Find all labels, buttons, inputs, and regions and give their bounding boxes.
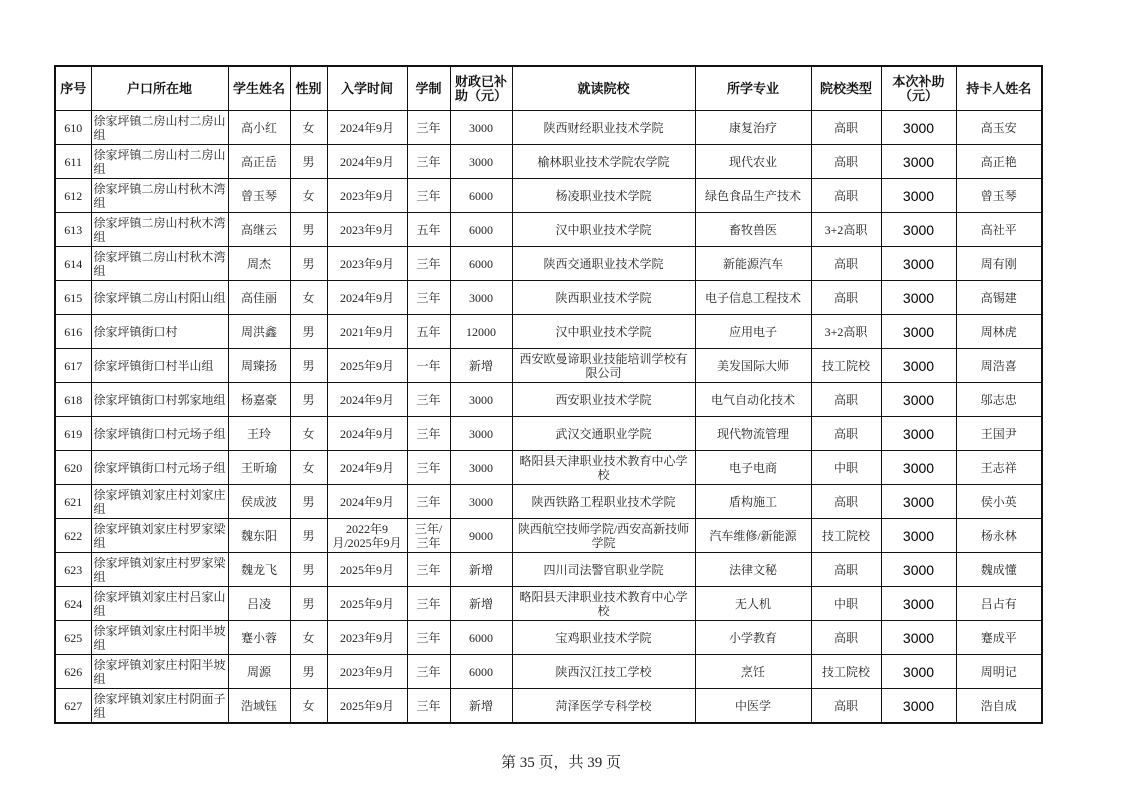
cell-enroll-date: 2025年9月 [327,587,407,621]
cell-major: 法律文秘 [695,553,811,587]
cell-school-type: 中职 [811,451,881,485]
cell-school: 陕西财经职业技术学院 [512,111,695,145]
cell-current-subsidy: 3000 [881,179,956,213]
cell-student-name: 王玲 [228,417,290,451]
cell-school-type: 高职 [811,247,881,281]
subsidy-table [54,65,1043,724]
table-row [55,281,1042,315]
cell-student-name: 吕凌 [228,587,290,621]
cell-seq: 622 [55,519,91,553]
cell-cardholder-name: 杨永林 [956,519,1042,553]
cell-cardholder-name: 周浩喜 [956,349,1042,383]
cell-hukou-location: 徐家坪镇刘家庄村阳半坡组 [91,621,228,655]
cell-current-subsidy: 3000 [881,621,956,655]
cell-paid-subsidy: 3000 [450,485,512,519]
cell-duration: 三年 [407,451,450,485]
cell-school-type: 高职 [811,145,881,179]
cell-student-name: 魏东阳 [228,519,290,553]
cell-school: 略阳县天津职业技术教育中心学校 [512,451,695,485]
cell-hukou-location: 徐家坪镇街口村半山组 [91,349,228,383]
cell-seq: 623 [55,553,91,587]
table-body [55,111,1042,724]
cell-hukou-location: 徐家坪镇刘家庄村吕家山组 [91,587,228,621]
cell-student-name: 蹇小蓉 [228,621,290,655]
cell-student-name: 高正岳 [228,145,290,179]
table-row [55,451,1042,485]
cell-cardholder-name: 王国尹 [956,417,1042,451]
cell-gender: 男 [290,383,327,417]
header-school-type: 院校类型 [811,66,881,111]
cell-student-name: 周源 [228,655,290,689]
cell-current-subsidy: 3000 [881,213,956,247]
cell-duration: 三年 [407,247,450,281]
cell-major: 美发国际大师 [695,349,811,383]
cell-duration: 三年 [407,621,450,655]
cell-enroll-date: 2021年9月 [327,315,407,349]
cell-gender: 男 [290,145,327,179]
cell-hukou-location: 徐家坪镇二房山村二房山组 [91,111,228,145]
cell-major: 无人机 [695,587,811,621]
cell-cardholder-name: 邬志忠 [956,383,1042,417]
cell-paid-subsidy: 新增 [450,553,512,587]
cell-gender: 男 [290,213,327,247]
cell-cardholder-name: 侯小英 [956,485,1042,519]
cell-paid-subsidy: 3000 [450,145,512,179]
cell-seq: 613 [55,213,91,247]
cell-current-subsidy: 3000 [881,281,956,315]
cell-cardholder-name: 蹇成平 [956,621,1042,655]
cell-student-name: 周洪鑫 [228,315,290,349]
cell-school: 西安职业技术学院 [512,383,695,417]
table-row [55,179,1042,213]
cell-major: 小学教育 [695,621,811,655]
cell-duration: 三年 [407,417,450,451]
table-row [55,315,1042,349]
cell-seq: 614 [55,247,91,281]
cell-current-subsidy: 3000 [881,485,956,519]
table-row [55,553,1042,587]
cell-paid-subsidy: 6000 [450,621,512,655]
cell-cardholder-name: 高正艳 [956,145,1042,179]
cell-school-type: 高职 [811,485,881,519]
cell-paid-subsidy: 3000 [450,451,512,485]
header-row [55,66,1042,111]
cell-school-type: 高职 [811,111,881,145]
header-current-subsidy: 本次补助（元） [881,66,956,111]
cell-duration: 三年 [407,383,450,417]
cell-cardholder-name: 高锡建 [956,281,1042,315]
cell-paid-subsidy: 6000 [450,213,512,247]
cell-school: 汉中职业技术学院 [512,213,695,247]
cell-major: 应用电子 [695,315,811,349]
table-row [55,519,1042,553]
cell-gender: 男 [290,519,327,553]
cell-gender: 女 [290,689,327,724]
cell-hukou-location: 徐家坪镇刘家庄村罗家梁组 [91,553,228,587]
cell-major: 现代物流管理 [695,417,811,451]
cell-school: 略阳县天津职业技术教育中心学校 [512,587,695,621]
cell-gender: 男 [290,247,327,281]
table-row [55,145,1042,179]
cell-gender: 女 [290,417,327,451]
cell-paid-subsidy: 3000 [450,281,512,315]
header-seq: 序号 [55,66,91,111]
cell-hukou-location: 徐家坪镇二房山村秋木湾组 [91,179,228,213]
cell-school: 陕西汉江技工学校 [512,655,695,689]
cell-hukou-location: 徐家坪镇刘家庄村阳半坡组 [91,655,228,689]
cell-gender: 男 [290,485,327,519]
cell-hukou-location: 徐家坪镇街口村元场子组 [91,451,228,485]
cell-student-name: 周杰 [228,247,290,281]
cell-seq: 621 [55,485,91,519]
cell-major: 电气自动化技术 [695,383,811,417]
cell-duration: 三年 [407,587,450,621]
cell-school-type: 高职 [811,417,881,451]
cell-paid-subsidy: 新增 [450,587,512,621]
cell-student-name: 浩域钰 [228,689,290,724]
cell-enroll-date: 2025年9月 [327,553,407,587]
cell-school-type: 技工院校 [811,655,881,689]
cell-duration: 一年 [407,349,450,383]
cell-hukou-location: 徐家坪镇二房山村二房山组 [91,145,228,179]
cell-duration: 三年 [407,111,450,145]
cell-enroll-date: 2025年9月 [327,349,407,383]
cell-current-subsidy: 3000 [881,247,956,281]
cell-school-type: 高职 [811,553,881,587]
cell-seq: 626 [55,655,91,689]
cell-paid-subsidy: 3000 [450,417,512,451]
cell-seq: 617 [55,349,91,383]
cell-gender: 男 [290,553,327,587]
table-row [55,485,1042,519]
cell-hukou-location: 徐家坪镇二房山村秋木湾组 [91,247,228,281]
cell-cardholder-name: 高玉安 [956,111,1042,145]
table-row [55,655,1042,689]
header-student-name: 学生姓名 [228,66,290,111]
cell-enroll-date: 2025年9月 [327,689,407,724]
cell-hukou-location: 徐家坪镇刘家庄村阴面子组 [91,689,228,724]
cell-hukou-location: 徐家坪镇刘家庄村罗家梁组 [91,519,228,553]
cell-duration: 五年 [407,213,450,247]
cell-major: 烹饪 [695,655,811,689]
cell-enroll-date: 2024年9月 [327,417,407,451]
cell-gender: 男 [290,349,327,383]
cell-school-type: 高职 [811,383,881,417]
header-duration: 学制 [407,66,450,111]
cell-student-name: 高继云 [228,213,290,247]
cell-school-type: 技工院校 [811,349,881,383]
header-cardholder-name: 持卡人姓名 [956,66,1042,111]
cell-paid-subsidy: 6000 [450,179,512,213]
cell-duration: 三年/三年 [407,519,450,553]
cell-school: 陕西交通职业技术学院 [512,247,695,281]
cell-paid-subsidy: 新增 [450,349,512,383]
cell-school: 陕西航空技师学院/西安高新技师学院 [512,519,695,553]
cell-seq: 615 [55,281,91,315]
cell-school-type: 高职 [811,179,881,213]
cell-major: 电子信息工程技术 [695,281,811,315]
page-footer: 第 35 页，共 39 页 [500,755,621,771]
cell-seq: 627 [55,689,91,724]
cell-major: 汽车维修/新能源 [695,519,811,553]
cell-school: 杨凌职业技术学院 [512,179,695,213]
cell-school: 陕西铁路工程职业技术学院 [512,485,695,519]
cell-paid-subsidy: 12000 [450,315,512,349]
cell-duration: 五年 [407,315,450,349]
cell-major: 康复治疗 [695,111,811,145]
cell-seq: 616 [55,315,91,349]
cell-major: 盾构施工 [695,485,811,519]
cell-paid-subsidy: 新增 [450,689,512,724]
cell-enroll-date: 2024年9月 [327,451,407,485]
cell-seq: 619 [55,417,91,451]
cell-enroll-date: 2024年9月 [327,145,407,179]
cell-duration: 三年 [407,655,450,689]
cell-school: 武汉交通职业学院 [512,417,695,451]
cell-cardholder-name: 周明记 [956,655,1042,689]
cell-school: 西安欧曼谛职业技能培训学校有限公司 [512,349,695,383]
cell-current-subsidy: 3000 [881,689,956,724]
cell-current-subsidy: 3000 [881,519,956,553]
cell-student-name: 杨嘉豪 [228,383,290,417]
table-row [55,111,1042,145]
cell-school-type: 中职 [811,587,881,621]
cell-student-name: 高小红 [228,111,290,145]
cell-school-type: 3+2高职 [811,213,881,247]
cell-major: 新能源汽车 [695,247,811,281]
cell-hukou-location: 徐家坪镇二房山村秋木湾组 [91,213,228,247]
cell-enroll-date: 2022年9月/2025年9月 [327,519,407,553]
cell-enroll-date: 2023年9月 [327,179,407,213]
cell-paid-subsidy: 6000 [450,655,512,689]
cell-student-name: 王昕瑜 [228,451,290,485]
cell-enroll-date: 2023年9月 [327,655,407,689]
cell-seq: 620 [55,451,91,485]
cell-school-type: 高职 [811,621,881,655]
cell-paid-subsidy: 9000 [450,519,512,553]
cell-school-type: 3+2高职 [811,315,881,349]
table-row [55,213,1042,247]
cell-enroll-date: 2024年9月 [327,111,407,145]
cell-paid-subsidy: 3000 [450,383,512,417]
cell-school: 四川司法警官职业学院 [512,553,695,587]
cell-current-subsidy: 3000 [881,417,956,451]
cell-cardholder-name: 浩自成 [956,689,1042,724]
cell-gender: 女 [290,621,327,655]
cell-gender: 男 [290,655,327,689]
cell-enroll-date: 2024年9月 [327,383,407,417]
cell-student-name: 侯成波 [228,485,290,519]
cell-seq: 611 [55,145,91,179]
cell-gender: 男 [290,315,327,349]
cell-school: 榆林职业技术学院农学院 [512,145,695,179]
cell-enroll-date: 2023年9月 [327,621,407,655]
header-major: 所学专业 [695,66,811,111]
cell-cardholder-name: 曾玉琴 [956,179,1042,213]
cell-duration: 三年 [407,553,450,587]
cell-seq: 612 [55,179,91,213]
cell-cardholder-name: 周有刚 [956,247,1042,281]
cell-current-subsidy: 3000 [881,553,956,587]
cell-hukou-location: 徐家坪镇二房山村阳山组 [91,281,228,315]
cell-hukou-location: 徐家坪镇刘家庄村刘家庄组 [91,485,228,519]
cell-cardholder-name: 王志祥 [956,451,1042,485]
cell-duration: 三年 [407,485,450,519]
cell-seq: 624 [55,587,91,621]
cell-enroll-date: 2023年9月 [327,247,407,281]
cell-major: 中医学 [695,689,811,724]
cell-cardholder-name: 周林虎 [956,315,1042,349]
cell-current-subsidy: 3000 [881,145,956,179]
table-row [55,621,1042,655]
cell-enroll-date: 2024年9月 [327,485,407,519]
cell-gender: 女 [290,281,327,315]
table-row [55,383,1042,417]
cell-cardholder-name: 高社平 [956,213,1042,247]
table-row [55,417,1042,451]
cell-gender: 女 [290,179,327,213]
cell-current-subsidy: 3000 [881,587,956,621]
header-enroll-date: 入学时间 [327,66,407,111]
cell-hukou-location: 徐家坪镇街口村元场子组 [91,417,228,451]
cell-school: 宝鸡职业技术学院 [512,621,695,655]
cell-student-name: 曾玉琴 [228,179,290,213]
cell-current-subsidy: 3000 [881,655,956,689]
cell-cardholder-name: 吕占有 [956,587,1042,621]
table-row [55,689,1042,724]
cell-school-type: 高职 [811,689,881,724]
header-gender: 性别 [290,66,327,111]
cell-major: 现代农业 [695,145,811,179]
cell-hukou-location: 徐家坪镇街口村 [91,315,228,349]
cell-student-name: 周臻扬 [228,349,290,383]
cell-major: 电子电商 [695,451,811,485]
cell-cardholder-name: 魏成懂 [956,553,1042,587]
cell-duration: 三年 [407,179,450,213]
cell-seq: 610 [55,111,91,145]
cell-duration: 三年 [407,689,450,724]
header-school: 就读院校 [512,66,695,111]
cell-gender: 女 [290,111,327,145]
cell-gender: 男 [290,587,327,621]
cell-gender: 女 [290,451,327,485]
table-row [55,247,1042,281]
cell-current-subsidy: 3000 [881,111,956,145]
header-paid-subsidy: 财政已补助（元） [450,66,512,111]
cell-student-name: 魏龙飞 [228,553,290,587]
cell-current-subsidy: 3000 [881,451,956,485]
cell-seq: 625 [55,621,91,655]
cell-paid-subsidy: 3000 [450,111,512,145]
cell-school-type: 高职 [811,281,881,315]
cell-enroll-date: 2023年9月 [327,213,407,247]
cell-enroll-date: 2024年9月 [327,281,407,315]
cell-hukou-location: 徐家坪镇街口村郭家地组 [91,383,228,417]
cell-major: 畜牧兽医 [695,213,811,247]
header-hukou-location: 户口所在地 [91,66,228,111]
cell-current-subsidy: 3000 [881,315,956,349]
table-row [55,349,1042,383]
table-row [55,587,1042,621]
cell-school-type: 技工院校 [811,519,881,553]
cell-student-name: 高佳丽 [228,281,290,315]
cell-school: 菏泽医学专科学校 [512,689,695,724]
cell-current-subsidy: 3000 [881,349,956,383]
cell-paid-subsidy: 6000 [450,247,512,281]
cell-school: 陕西职业技术学院 [512,281,695,315]
cell-duration: 三年 [407,281,450,315]
cell-major: 绿色食品生产技术 [695,179,811,213]
cell-seq: 618 [55,383,91,417]
cell-current-subsidy: 3000 [881,383,956,417]
cell-duration: 三年 [407,145,450,179]
cell-school: 汉中职业技术学院 [512,315,695,349]
